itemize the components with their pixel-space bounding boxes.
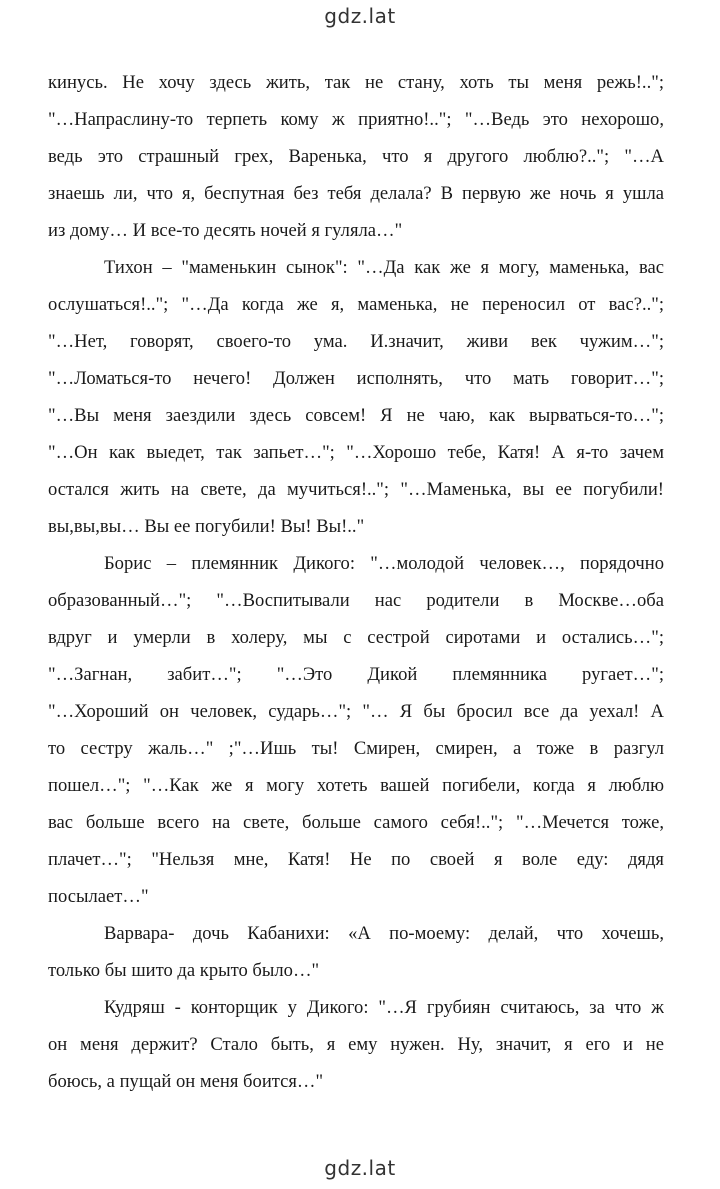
text-line: из дому… И все-то десять ночей я гуляла…" <box>48 220 403 241</box>
text-line: ведь это страшный грех, Варенька, что я другого люблю?.."; "…А <box>48 146 664 167</box>
footer-watermark: gdz.lat <box>324 1156 396 1180</box>
text-line: вы,вы,вы… Вы ее погубили! Вы! Вы!.." <box>48 516 365 537</box>
text-line: "…Нет, говорят, своего-то ума. И.значит, живи век чужим…"; <box>48 331 664 352</box>
text-line: ослушаться!.."; "…Да когда же я, маменька, не переносил от вас?.."; <box>48 294 664 315</box>
text-line: посылает…" <box>48 886 149 907</box>
text-line: Варвара- дочь Кабанихи: «А по-моему: делай, что хочешь, <box>104 923 664 944</box>
text-line: "…Напраслину-то терпеть кому ж приятно!.."; "…Ведь это нехорошо, <box>48 109 664 130</box>
text-line: "…Ломаться-то нечего! Должен исполнять, что мать говорит…"; <box>48 368 664 389</box>
text-line: образованный…"; "…Воспитывали нас родители в Москве…оба <box>48 590 664 611</box>
text-line: кинусь. Не хочу здесь жить, так не стану, хоть ты меня режь!.."; <box>48 72 664 93</box>
text-line: "…Загнан, забит…"; "…Это Дикой племянника ругает…"; <box>48 664 664 685</box>
text-line: вдруг и умерли в холеру, мы с сестрой сиротами и остались…"; <box>48 627 664 648</box>
text-line: вас больше всего на свете, больше самого себя!.."; "…Мечется тоже, <box>48 812 664 833</box>
text-line: знаешь ли, что я, беспутная без тебя делала? В первую же ночь я ушла <box>48 183 664 204</box>
text-line: пошел…"; "…Как же я могу хотеть вашей погибели, когда я люблю <box>48 775 664 796</box>
text-line: Тихон – "маменькин сынок": "…Да как же я могу, маменька, вас <box>104 257 664 278</box>
text-line: то сестру жаль…" ;"…Ишь ты! Смирен, смирен, а тоже в разгул <box>48 738 664 759</box>
text-line: "…Он как выедет, так запьет…"; "…Хорошо тебе, Катя! А я-то зачем <box>48 442 664 463</box>
text-line: плачет…"; "Нельзя мне, Катя! Не по своей я воле еду: дядя <box>48 849 664 870</box>
text-line: Кудряш - конторщик у Дикого: "…Я грубиян считаюсь, за что ж <box>104 997 664 1018</box>
text-line: Борис – племянник Дикого: "…молодой человек…, порядочно <box>104 553 664 574</box>
text-line: остался жить на свете, да мучиться!.."; "…Маменька, вы ее погубили! <box>48 479 664 500</box>
text-line: "…Хороший он человек, сударь…"; "… Я бы бросил все да уехал! А <box>48 701 664 722</box>
text-line: он меня держит? Стало быть, я ему нужен. Ну, значит, я его и не <box>48 1034 664 1055</box>
header-watermark: gdz.lat <box>324 4 396 28</box>
text-line: только бы шито да крыто было…" <box>48 960 320 981</box>
text-line: "…Вы меня заездили здесь совсем! Я не чаю, как вырваться-то…"; <box>48 405 664 426</box>
text-line: боюсь, а пущай он меня боится…" <box>48 1071 324 1092</box>
